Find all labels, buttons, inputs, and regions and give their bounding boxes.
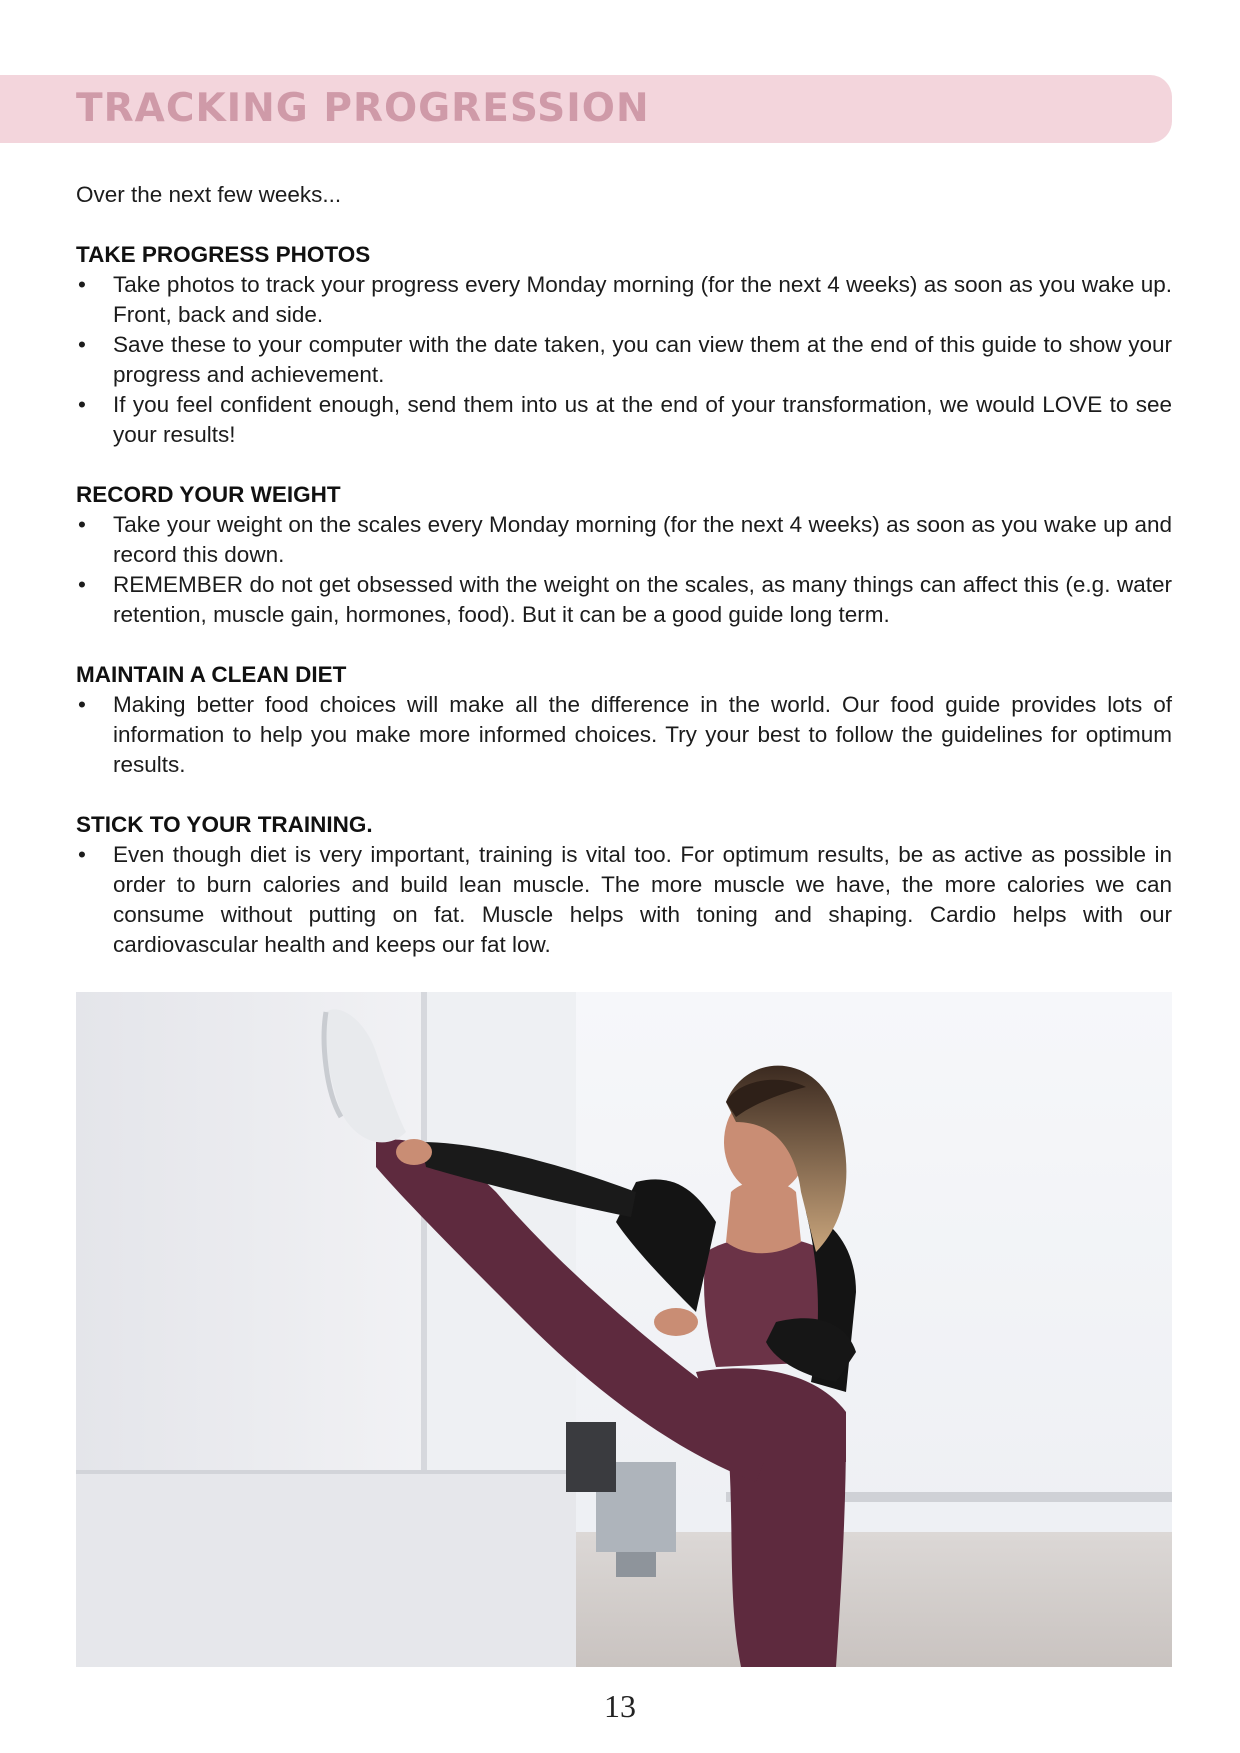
section-progress-photos: [76, 240, 1172, 450]
list-item-text: Take photos to track your progress every Monday morning (for the next 4 weeks) as soon as you wake up. Front, back and side.: [113, 272, 1172, 327]
list-item: [76, 570, 1172, 630]
section-heading: TAKE PROGRESS PHOTOS: [76, 242, 371, 267]
bullet-icon: •: [78, 842, 86, 867]
bullet-list: [76, 690, 1172, 780]
list-item: [76, 840, 1172, 960]
section-heading: RECORD YOUR WEIGHT: [76, 482, 341, 507]
section-heading: STICK TO YOUR TRAINING.: [76, 812, 373, 837]
bullet-list: [76, 510, 1172, 630]
bullet-icon: •: [78, 392, 86, 417]
list-item: [76, 270, 1172, 330]
list-item-text: Save these to your computer with the date taken, you can view them at the end of this guide to show your progress and achievement.: [113, 332, 1172, 387]
stretching-woman-illustration: [76, 992, 1172, 1667]
main-content: [76, 180, 1172, 990]
list-item: [76, 510, 1172, 570]
section-training: [76, 810, 1172, 960]
section-clean-diet: [76, 660, 1172, 780]
bullet-list: [76, 270, 1172, 450]
bullet-icon: •: [78, 692, 86, 717]
list-item: [76, 390, 1172, 450]
list-item-text: REMEMBER do not get obsessed with the weight on the scales, as many things can affect this (e.g. water retention, muscle gain, hormones, food). But it can be a good guide long term.: [113, 572, 1172, 627]
intro-text: Over the next few weeks...: [76, 182, 342, 207]
bullet-icon: •: [78, 332, 86, 357]
list-item-text: Even though diet is very important, training is vital too. For optimum results, be as active as possible in order to burn calories and build lean muscle. The more muscle we have, the more calories we can consume without putting on fat. Muscle helps with toning and shaping. Cardio helps with our cardiovascular health and keeps our fat low.: [113, 842, 1172, 957]
section-heading: MAINTAIN A CLEAN DIET: [76, 662, 347, 687]
page-number: 13: [604, 1688, 636, 1724]
list-item-text: Making better food choices will make all the difference in the world. Our food guide provides lots of information to help you make more informed choices. Try your best to follow the guidelines for optimum results.: [113, 692, 1172, 777]
bullet-icon: •: [78, 512, 86, 537]
bullet-icon: •: [78, 272, 86, 297]
page-title: TRACKING PROGRESSION: [76, 86, 650, 131]
bullet-icon: •: [78, 572, 86, 597]
bullet-list: [76, 840, 1172, 960]
list-item-text: Take your weight on the scales every Monday morning (for the next 4 weeks) as soon as you wake up and record this down.: [113, 512, 1172, 567]
list-item: [76, 330, 1172, 390]
section-record-weight: [76, 480, 1172, 630]
list-item: [76, 690, 1172, 780]
list-item-text: If you feel confident enough, send them into us at the end of your transformation, we would LOVE to see your results!: [113, 392, 1172, 447]
fitness-photo: [76, 992, 1172, 1667]
